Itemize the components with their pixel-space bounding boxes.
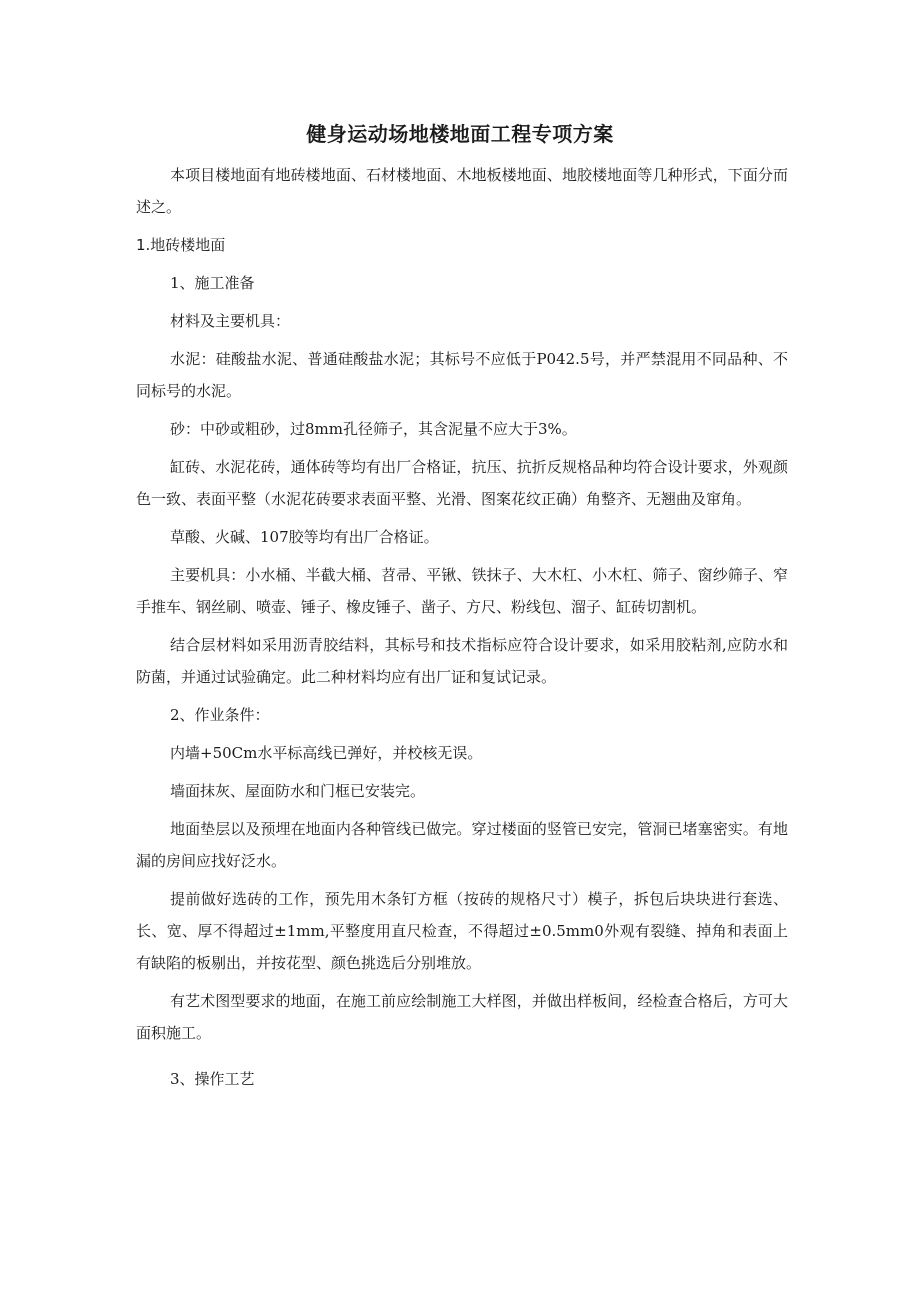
- document-body: [136, 159, 788, 1095]
- paragraph-floor-cushion: 地面垫层以及预埋在地面内各种管线已做完。穿过楼面的竖管已安完，管洞已堵塞密实。有地漏的房间应找好泛水。: [136, 820, 788, 870]
- paragraph-artistic-pattern: 有艺术图型要求的地面，在施工前应绘制施工大样图，并做出样板间，经检查合格后，方可大面积施工。: [136, 992, 788, 1042]
- paragraph-level-line: 内墙+50Cm水平标高线已弹好，并校核无误。: [170, 744, 483, 762]
- paragraph-wall-plaster: 墙面抹灰、屋面防水和门框已安装完。: [170, 782, 426, 800]
- paragraph-intro: 本项目楼地面有地砖楼地面、石材楼地面、木地板楼地面、地胶楼地面等几种形式，下面分而述之。: [136, 166, 788, 216]
- subsection-work-conditions: 2、作业条件：: [170, 706, 270, 724]
- section-heading-tile-floor: 1.地砖楼地面: [136, 236, 226, 254]
- subsection-operation-process: 3、操作工艺: [170, 1070, 255, 1088]
- document-title: 健身运动场地楼地面工程专项方案: [306, 122, 614, 146]
- subsection-construction-preparation: 1、施工准备: [170, 274, 255, 292]
- paragraph-tile-selection: 提前做好选砖的工作，预先用木条钉方框（按砖的规格尺寸）模子，拆包后块块进行套选、长、宽、厚不得超过±1mm,平整度用直尺检查，不得超过±0.5mm0外观有裂缝、掉角和表面上有缺陷的板剔出，并按花型、颜色挑选后分别堆放。: [136, 890, 788, 972]
- paragraph-main-tools: 主要机具：小水桶、半截大桶、苕帚、平锹、铁抹子、大木杠、小木杠、筛子、窗纱筛子、窄手推车、钢丝刷、喷壶、锤子、橡皮锤子、凿子、方尺、粉线包、溜子、缸砖切割机。: [136, 566, 788, 616]
- paragraph-cement: 水泥：硅酸盐水泥、普通硅酸盐水泥；其标号不应低于P042.5号，并严禁混用不同品种、不同标号的水泥。: [136, 350, 788, 400]
- paragraph-bonding-layer: 结合层材料如采用沥青胶结料，其标号和技术指标应符合设计要求，如采用胶粘剂,应防水和防菌，并通过试验确定。此二种材料均应有出厂证和复试记录。: [136, 636, 788, 686]
- paragraph-materials-tools: 材料及主要机具：: [170, 312, 291, 330]
- paragraph-tiles: 缸砖、水泥花砖，通体砖等均有出厂合格证，抗压、抗折反规格品种均符合设计要求，外观颜色一致、表面平整（水泥花砖要求表面平整、光滑、图案花纹正确）角整齐、无翘曲及窜角。: [136, 458, 788, 508]
- paragraph-chemicals: 草酸、火碱、107胶等均有出厂合格证。: [170, 528, 439, 546]
- paragraph-sand: 砂：中砂或粗砂，过8mm孔径筛子，其含泥量不应大于3%。: [170, 420, 577, 438]
